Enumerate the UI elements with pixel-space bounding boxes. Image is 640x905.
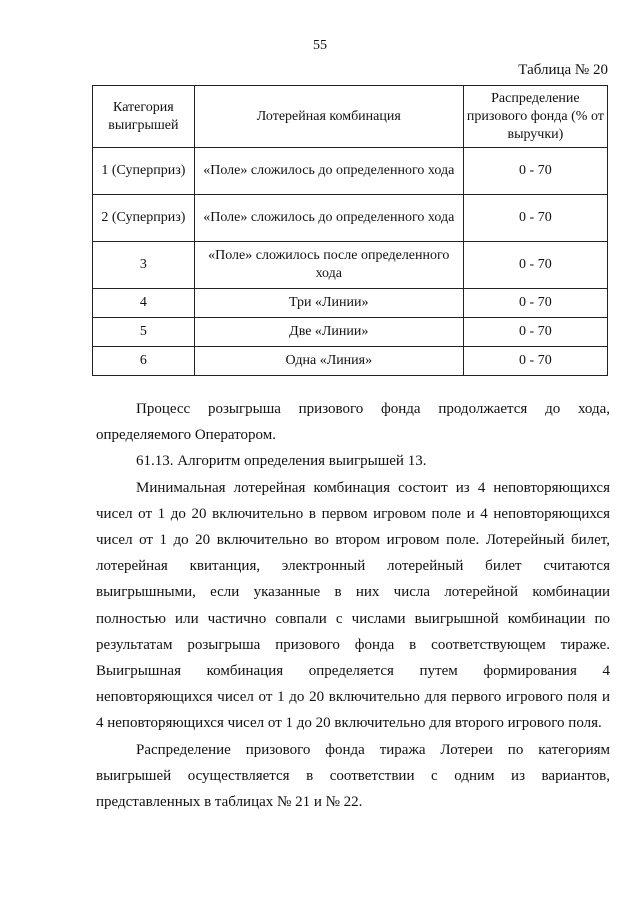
cell-category: 1 (Суперприз) [93, 148, 195, 195]
table-row [93, 148, 608, 195]
cell-distribution: 0 - 70 [463, 289, 607, 318]
table-row [93, 195, 608, 242]
table-row [93, 347, 608, 376]
header-category: Категория выигрышей [93, 86, 195, 148]
page-number: 55 [313, 38, 327, 53]
table-row [93, 318, 608, 347]
paragraph-process: Процесс розыгрыша призового фонда продолжается до хода, определяемого Оператором. [96, 401, 610, 444]
cell-combination: Две «Линии» [194, 318, 463, 347]
cell-distribution: 0 - 70 [463, 195, 607, 242]
paragraph-distribution: Распределение призового фонда тиража Лотереи по категориям выигрышей осуществляется в соответствии с одним из вариантов, представленных в таблицах № 21 и № 22. [96, 741, 610, 811]
header-distribution: Распределение призового фонда (% от выручки) [463, 86, 607, 148]
cell-distribution: 0 - 70 [463, 347, 607, 376]
table-row [93, 242, 608, 289]
cell-combination: Одна «Линия» [194, 347, 463, 376]
cell-distribution: 0 - 70 [463, 148, 607, 195]
cell-combination: Три «Линии» [194, 289, 463, 318]
cell-category: 5 [93, 318, 195, 347]
table-header-row [93, 86, 608, 148]
cell-category: 4 [93, 289, 195, 318]
cell-combination: «Поле» сложилось после определенного хода [194, 242, 463, 289]
cell-combination: «Поле» сложилось до определенного хода [194, 195, 463, 242]
table-caption: Таблица № 20 [518, 62, 608, 78]
paragraph-section-heading: 61.13. Алгоритм определения выигрышей 13. [136, 453, 427, 470]
cell-combination: «Поле» сложилось до определенного хода [194, 148, 463, 195]
prize-distribution-table [92, 85, 608, 376]
cell-distribution: 0 - 70 [463, 318, 607, 347]
body-text [96, 396, 610, 815]
cell-distribution: 0 - 70 [463, 242, 607, 289]
header-combination: Лотерейная комбинация [194, 86, 463, 148]
cell-category: 3 [93, 242, 195, 289]
cell-category: 2 (Суперприз) [93, 195, 195, 242]
table-row [93, 289, 608, 318]
paragraph-min-combination: Минимальная лотерейная комбинация состоит из 4 неповторяющихся чисел от 1 до 20 включительно в первом игровом поле и 4 неповторяющихся чисел от 1 до 20 включительно во втором игровом поле. Лотерейный билет, лотерейная квитанция, электронный лотерейный билет считаются выигрышными, если указанные в них числа лотерейной комбинации полностью или частично совпали с числами выигрышной комбинации по результатам розыгрыша призового фонда в соответствующем тираже. Выигрышная комбинация определяется путем формирования 4 неповторяющихся чисел от 1 до 20 включительно для первого игрового поля и 4 неповторяющихся чисел от 1 до 20 включительно для второго игрового поля. [96, 479, 610, 732]
cell-category: 6 [93, 347, 195, 376]
